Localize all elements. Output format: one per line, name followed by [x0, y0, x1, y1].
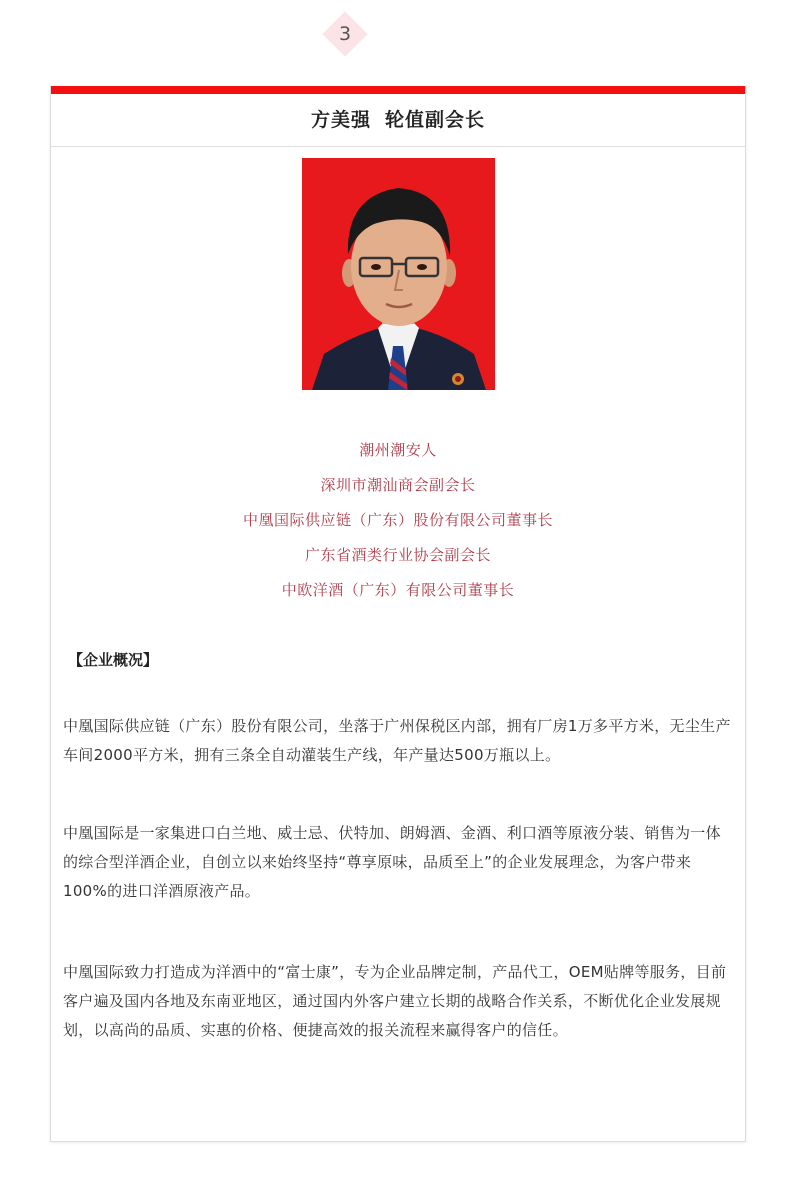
title-line: 广东省酒类行业协会副会长 [304, 546, 491, 564]
accent-top-bar [51, 86, 745, 94]
company-paragraph: 中凰国际供应链（广东）股份有限公司，坐落于广州保税区内部，拥有厂房1万多平方米，无尘生产车间2000平方米，拥有三条全自动灌装生产线，年产量达500万瓶以上。 [63, 717, 731, 764]
person-name: 方美强 [310, 109, 371, 131]
title-line: 中凰国际供应链（广东）股份有限公司董事长 [242, 511, 553, 529]
company-paragraph: 中凰国际是一家集进口白兰地、威士忌、伏特加、朗姆酒、金酒、利口酒等原液分装、销售为一体的综合型洋酒企业，自创立以来始终坚持“尊享原味，品质至上”的企业发展理念，为客户带来100%的进口洋酒原液产品。 [63, 824, 721, 900]
title-line: 潮州潮安人 [359, 441, 437, 459]
profile-card [50, 86, 746, 1142]
person-role: 轮值副会长 [385, 109, 486, 131]
portrait-illustration [302, 158, 495, 390]
section-heading: 【企业概况】 [68, 651, 159, 669]
portrait-photo [302, 158, 495, 390]
profile-titles-list [51, 438, 745, 613]
profile-title [51, 94, 745, 147]
company-paragraph: 中凰国际致力打造成为洋酒中的“富士康”，专为企业品牌定制，产品代工，OEM贴牌等服务，目前客户遍及国内各地及东南亚地区，通过国内外客户建立长期的战略合作关系，不断优化企业发展规划，以高尚的品质、实惠的价格、便捷高效的报关流程来赢得客户的信任。 [63, 963, 727, 1039]
page-number-badge [323, 12, 367, 56]
title-line: 深圳市潮汕商会副会长 [320, 476, 476, 494]
title-line: 中欧洋酒（广东）有限公司董事长 [281, 581, 515, 599]
badge-number: 3 [338, 23, 352, 45]
